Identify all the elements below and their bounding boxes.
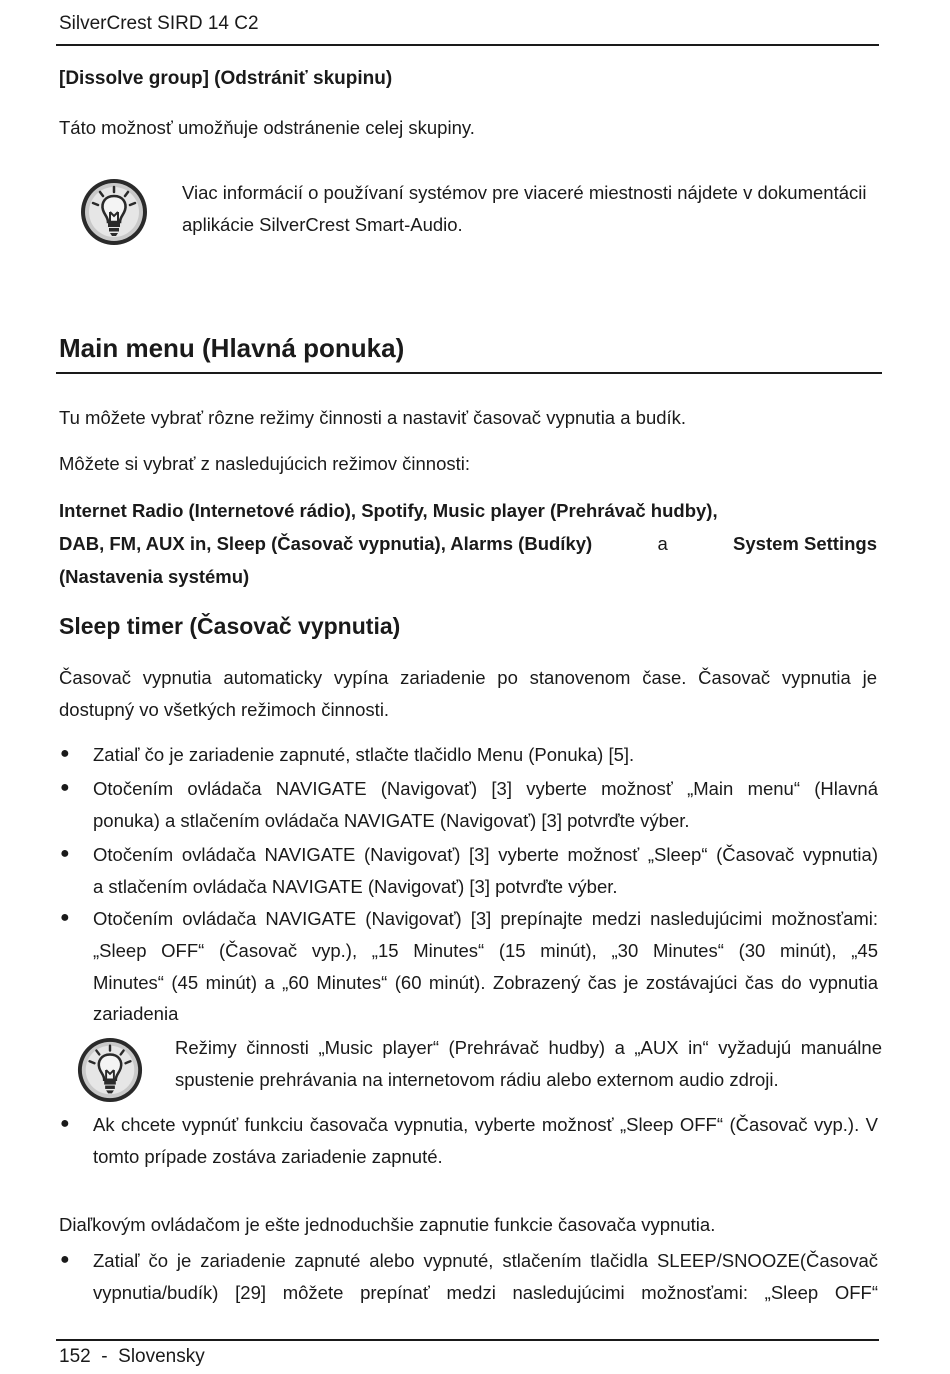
footer-rule [56, 1339, 879, 1341]
tip-1-line-2: aplikácie SilverCrest Smart-Audio. [182, 214, 463, 235]
header-rule [56, 44, 879, 46]
bullet-6-line-1 [93, 1245, 878, 1277]
bullet-5-line-2: tomto prípade zostáva zariadenie zapnuté. [93, 1146, 443, 1167]
modes-line-2-part-2: System Settings [733, 533, 877, 554]
modes-line-3: (Nastavenia systému) [59, 566, 250, 587]
bullet-5-line-1-text: Ak chcete vypnúť funkciu časovača vypnutia, vyberte možnosť „Sleep OFF“ (Časovač vyp.). V [93, 1114, 878, 1135]
dissolve-group-text: Táto možnosť umožňuje odstránenie celej skupiny. [59, 117, 475, 138]
bullet-5-line-1 [93, 1109, 878, 1141]
bullet-marker: ● [60, 909, 70, 926]
tip-2-line-1 [175, 1032, 882, 1064]
tip-2-line-1-text: Režimy činnosti „Music player“ (Prehrávač hudby) a „AUX in“ vyžadujú manuálne [175, 1037, 882, 1058]
sleep-timer-heading: Sleep timer (Časovač vypnutia) [59, 613, 401, 639]
tip-1-line-1: Viac informácií o používaní systémov pre viaceré miestnosti nájdete v dokumentácii [182, 182, 867, 203]
bullet-4-line-2-text: „Sleep OFF“ (Časovač vyp.), „15 Minutes“ (15 minút), „30 Minutes“ (30 minút), „45 [93, 940, 878, 961]
bullet-4-line-1 [93, 903, 878, 935]
bullet-4-line-3 [93, 967, 878, 999]
bullet-2-line-2: ponuka) a stlačením ovládača NAVIGATE (Navigovať) [3] potvrďte výber. [93, 810, 690, 831]
bullet-3-line-2: a stlačením ovládača NAVIGATE (Navigovať) [3] potvrďte výber. [93, 876, 618, 897]
bullet-6-line-2 [93, 1277, 878, 1309]
tip-2-line-2: spustenie prehrávania na internetovom rádiu alebo externom audio zdroji. [175, 1069, 779, 1090]
modes-line-2-and: a [657, 533, 668, 554]
sleep-intro-line-1-text: Časovač vypnutia automaticky vypína zariadenie po stanovenom čase. Časovač vypnutia je [59, 667, 877, 688]
bullet-3-line-1-text: Otočením ovládača NAVIGATE (Navigovať) [3] vyberte možnosť „Sleep“ (Časovač vypnutia) [93, 844, 878, 865]
bullet-4-line-1-text: Otočením ovládača NAVIGATE (Navigovať) [3] prepínajte medzi nasledujúcimi možnosťami: [93, 908, 878, 929]
bullet-marker: ● [60, 745, 70, 762]
sleep-intro-line-1 [59, 662, 877, 694]
lightbulb-tip-icon [79, 177, 149, 247]
bullet-2-line-1 [93, 773, 878, 805]
bullet-marker: ● [60, 779, 70, 796]
dissolve-group-heading: [Dissolve group] (Odstrániť skupinu) [59, 68, 393, 89]
remote-control-paragraph: Diaľkovým ovládačom je ešte jednoduchšie zapnutie funkcie časovača vypnutia. [59, 1214, 716, 1235]
sleep-intro-line-2: dostupný vo všetkých režimoch činnosti. [59, 699, 390, 720]
bullet-4-line-3-text: Minutes“ (45 minút) a „60 Minutes“ (60 minút). Zobrazený čas je zostávajúci čas do vypnutia [93, 972, 878, 993]
main-menu-heading: Main menu (Hlavná ponuka) [59, 333, 405, 363]
modes-line-1: Internet Radio (Internetové rádio), Spotify, Music player (Prehrávač hudby), [59, 500, 718, 521]
main-menu-paragraph-2: Môžete si vybrať z nasledujúcich režimov činnosti: [59, 453, 471, 474]
bullet-4-line-2 [93, 935, 878, 967]
running-header-title: SilverCrest SIRD 14 C2 [59, 13, 259, 34]
bullet-marker: ● [60, 845, 70, 862]
bullet-6-line-1-text: Zatiaľ čo je zariadenie zapnuté alebo vypnuté, stlačením tlačidla SLEEP/SNOOZE(Časovač [93, 1250, 878, 1271]
bullet-marker: ● [60, 1251, 70, 1268]
bullet-6-line-2-text: vypnutia/budík) [29] môžete prepínať medzi nasledujúcimi možnosťami: „Sleep OFF“ [93, 1282, 878, 1303]
modes-line-2 [59, 528, 877, 560]
bullet-marker: ● [60, 1115, 70, 1132]
bullet-4-line-4: zariadenia [93, 1003, 179, 1024]
main-menu-paragraph-1: Tu môžete vybrať rôzne režimy činnosti a nastaviť časovač vypnutia a budík. [59, 407, 687, 428]
main-menu-heading-rule [56, 372, 882, 374]
lightbulb-tip-icon [75, 1036, 145, 1104]
page-footer: 152 - Slovensky [59, 1346, 205, 1367]
bullet-3-line-1 [93, 839, 878, 871]
bullet-1-line-1: Zatiaľ čo je zariadenie zapnuté, stlačte tlačidlo Menu (Ponuka) [5]. [93, 744, 635, 765]
modes-line-2-part-1: DAB, FM, AUX in, Sleep (Časovač vypnutia), Alarms (Budíky) [59, 533, 593, 554]
bullet-2-line-1-text: Otočením ovládača NAVIGATE (Navigovať) [3] vyberte možnosť „Main menu“ (Hlavná [93, 778, 878, 799]
